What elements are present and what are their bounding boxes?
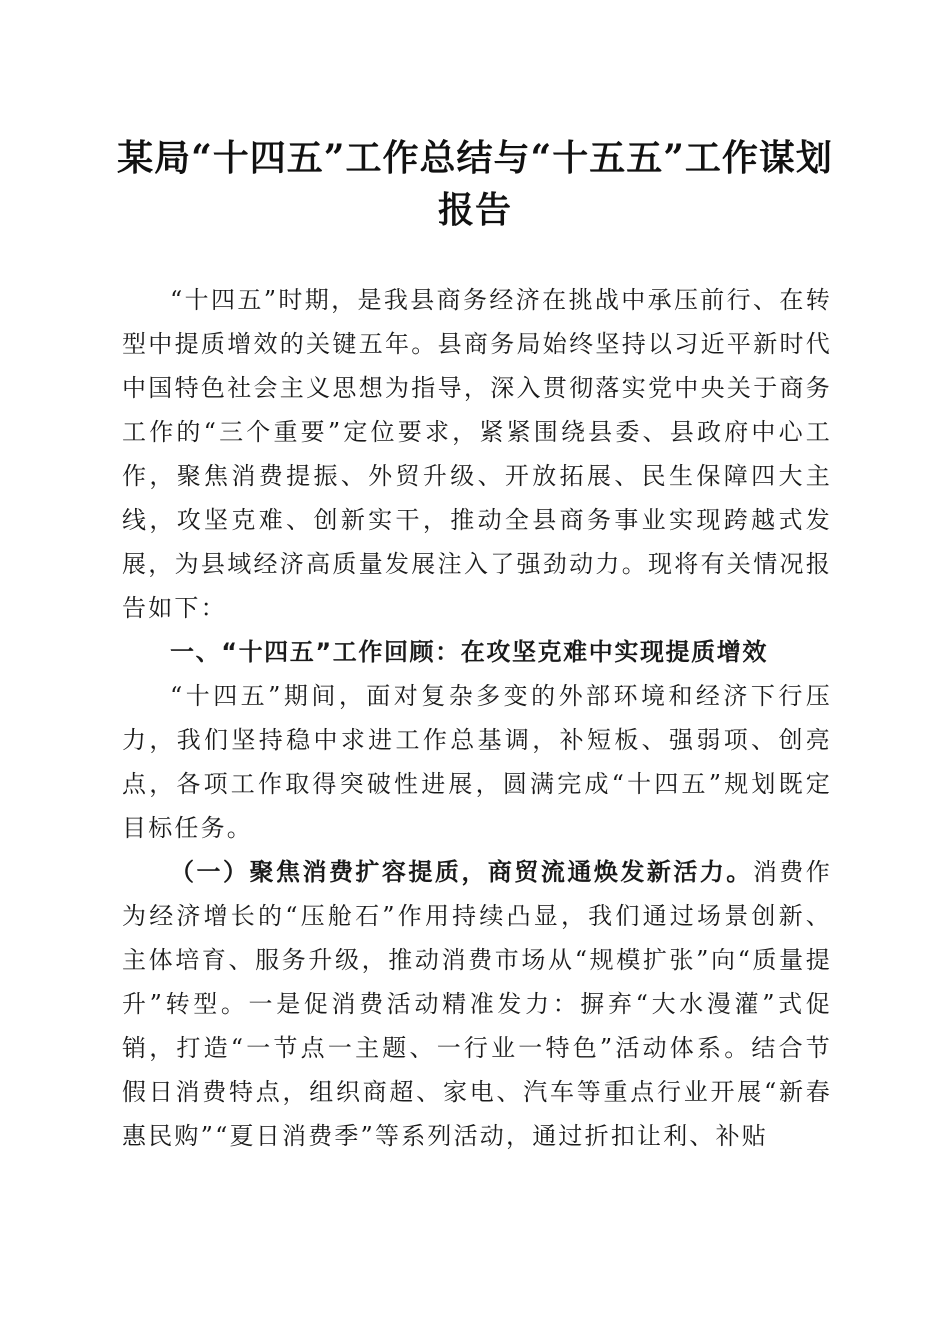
subsection-heading: （一）聚焦消费扩容提质，商贸流通焕发新活力。 <box>170 857 753 886</box>
document-body <box>122 278 832 1158</box>
section-heading: 一、“十四五”工作回顾：在攻坚克难中实现提质增效 <box>170 638 768 666</box>
intro-paragraph: “十四五”时期，是我县商务经济在挑战中承压前行、在转型中提质增效的关键五年。县商务局始终坚持以习近平新时代中国特色社会主义思想为指导，深入贯彻落实党中央关于商务工作的“三个重要”定位要求，紧紧围绕县委、县政府中心工作，聚焦消费提振、外贸升级、开放拓展、民生保障四大主线，攻坚克难、创新实干，推动全县商务事业实现跨越式发展，为县域经济高质量发展注入了强劲动力。现将有关情况报告如下： <box>122 286 832 622</box>
subsection-text: 消费作为经济增长的“压舱石”作用持续凸显，我们通过场景创新、主体培育、服务升级，推动消费市场从“规模扩张”向“质量提升”转型。一是促消费活动精准发力：摒弃“大水漫灌”式促销，打造“一节点一主题、一行业一特色”活动体系。结合节假日消费特点，组织商超、家电、汽车等重点行业开展“新春惠民购”“夏日消费季”等系列活动，通过折扣让利、补贴 <box>122 858 832 1150</box>
document-title: 某局“十四五”工作总结与“十五五”工作谋划报告 <box>117 137 833 231</box>
section-paragraph: “十四五”期间，面对复杂多变的外部环境和经济下行压力，我们坚持稳中求进工作总基调，补短板、强弱项、创亮点，各项工作取得突破性进展，圆满完成“十四五”规划既定目标任务。 <box>122 682 832 842</box>
subsection-paragraph <box>122 850 832 1158</box>
